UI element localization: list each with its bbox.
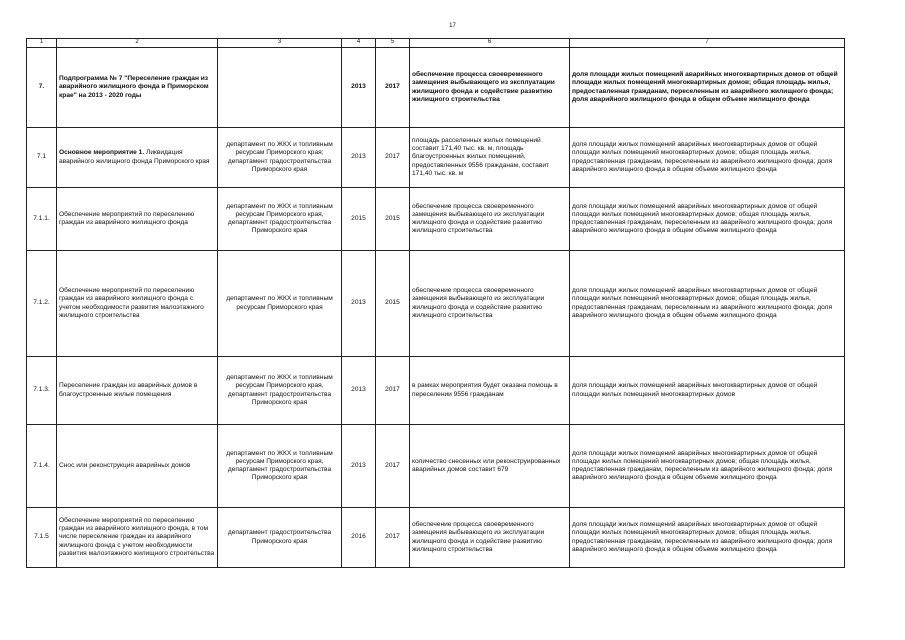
start-year: 2013 [342, 48, 376, 128]
row-number: 7.1.4. [27, 425, 57, 508]
column-number: 6 [410, 39, 570, 48]
table-row [27, 425, 845, 508]
measure-name: Переселение граждан из аварийных домов в благоустроенные жилые помещения [57, 357, 218, 425]
start-year: 2013 [342, 128, 376, 188]
row-number: 7.1 [27, 128, 57, 188]
indicators: доля площади жилых помещений аварийных многоквартирных домов от общей площади жилых помещений многоквартирных домов; общая площадь жилья, предоставленная гражданам, переселенным из аварийного жилищного фонда; доля аварийного жилищного фонда в общем объеме жилищного фонда [570, 128, 845, 188]
column-number-row [27, 39, 845, 48]
executor: департамент по ЖКХ и топливным ресурсам Приморского края, департамент градостроительства Приморского края [218, 357, 342, 425]
program-table [26, 38, 845, 568]
start-year: 2015 [342, 188, 376, 251]
indicators: доля площади жилых помещений аварийных многоквартирных домов от общей площади жилых помещений многоквартирных домов; общая площадь жилья, предоставленная гражданам, переселенным из аварийного жилищного фонда; доля аварийного жилищного фонда в общем объеме жилищного фонда [570, 425, 845, 508]
table-row [27, 188, 845, 251]
indicators: доля площади жилых помещений аварийных многоквартирных домов от общей площади жилых помещений многоквартирных домов; общая площадь жилья, предоставленная гражданам, переселенным из аварийного жилищного фонда; доля аварийного жилищного фонда в общем объеме жилищного фонда [570, 508, 845, 568]
measure-name: Обеспечение мероприятий по переселению граждан из аварийного жилищного фонда [57, 188, 218, 251]
start-year: 2013 [342, 425, 376, 508]
end-year: 2017 [376, 128, 410, 188]
table-row [27, 508, 845, 568]
start-year: 2013 [342, 251, 376, 357]
table-row [27, 251, 845, 357]
row-number: 7.1.5 [27, 508, 57, 568]
table-row [27, 357, 845, 425]
page-number: 17 [449, 23, 456, 29]
row-number: 7. [27, 48, 57, 128]
indicators: доля площади жилых помещений аварийных многоквартирных домов от общей площади жилых помещений многоквартирных домов; общая площадь жилья, предоставленная гражданам, переселенным из аварийного жилищного фонда; доля аварийного жилищного фонда в общем объеме жилищного фонда [570, 188, 845, 251]
measure-name-bold: Основное мероприятие 1. [59, 149, 145, 157]
table-row [27, 128, 845, 188]
expected-result: количество снесенных или реконструированных аварийных домов составит 679 [410, 425, 570, 508]
expected-result: обеспечение процесса своевременного замещения выбывающего из эксплуатации жилищного фонда и содействие развитию жилищного строительства [410, 508, 570, 568]
expected-result: в рамках мероприятия будет оказана помощь в переселении 9556 гражданам [410, 357, 570, 425]
table-row [27, 48, 845, 128]
column-number: 7 [570, 39, 845, 48]
expected-result: площадь расселенных жилых помещений составит 171,40 тыс. кв. м, площадь благоустроенных жилых помещений, предоставленных 9556 гражданам, составит 171,40 тыс. кв. м [410, 128, 570, 188]
start-year: 2013 [342, 357, 376, 425]
column-number: 3 [218, 39, 342, 48]
measure-name: Снос или реконструкция аварийных домов [57, 425, 218, 508]
measure-name [57, 128, 218, 188]
end-year: 2015 [376, 251, 410, 357]
measure-name-rest: Ликвидация аварийного жилищного фонда Приморского края [59, 149, 210, 165]
executor: департамент по ЖКХ и топливным ресурсам Приморского края, департамент градостроительства Приморского края [218, 188, 342, 251]
executor: департамент по ЖКХ и топливным ресурсам Приморского края; департамент градостроительства Приморского края [218, 128, 342, 188]
measure-name: Подпрограмма № 7 "Переселение граждан из аварийного жилищного фонда в Приморском крае" на 2013 - 2020 годы [57, 48, 218, 128]
indicators: доля площади жилых помещений аварийных многоквартирных домов от общей площади жилых помещений многоквартирных домов; общая площадь жилья, предоставленная гражданам, переселенным из аварийного жилищного фонда; доля аварийного жилищного фонда в общем объеме жилищного фонда [570, 48, 845, 128]
end-year: 2017 [376, 425, 410, 508]
end-year: 2015 [376, 188, 410, 251]
column-number: 1 [27, 39, 57, 48]
column-number: 2 [57, 39, 218, 48]
executor: департамент по ЖКХ и топливным ресурсам Приморского края [218, 251, 342, 357]
row-number: 7.1.1. [27, 188, 57, 251]
end-year: 2017 [376, 48, 410, 128]
executor [218, 48, 342, 128]
end-year: 2017 [376, 508, 410, 568]
indicators: доля площади жилых помещений аварийных многоквартирных домов от общей площади жилых помещений многоквартирных домов [570, 357, 845, 425]
row-number: 7.1.2. [27, 251, 57, 357]
row-number: 7.1.3. [27, 357, 57, 425]
indicators: доля площади жилых помещений аварийных многоквартирных домов от общей площади жилых помещений многоквартирных домов; общая площадь жилья, предоставленная гражданам, переселенным из аварийного жилищного фонда; доля аварийного жилищного фонда в общем объеме жилищного фонда [570, 251, 845, 357]
measure-name: Обеспечение мероприятий по переселению граждан из аварийного жилищного фонда с учетом необходимости развития малоэтажного жилищного строительства [57, 251, 218, 357]
measure-name: Обеспечение мероприятий по переселению граждан из аварийного жилищного фонда, в том числе переселение граждан из аварийного жилищного фонда с учетом необходимости развития малоэтажного жилищного строительства [57, 508, 218, 568]
expected-result: обеспечение процесса своевременного замещения выбывающего из эксплуатации жилищного фонда и содействие развитию жилищного строительства [410, 251, 570, 357]
end-year: 2017 [376, 357, 410, 425]
executor: департамент по ЖКХ и топливным ресурсам Приморского края, департамент градостроительства Приморского края [218, 425, 342, 508]
column-number: 5 [376, 39, 410, 48]
expected-result: обеспечение процесса своевременного замещения выбывающего из эксплуатации жилищного фонда и содействие развитию жилищного строительства [410, 48, 570, 128]
expected-result: обеспечение процесса своевременного замещения выбывающего из эксплуатации жилищного фонда и содействие развитию жилищного строительства [410, 188, 570, 251]
start-year: 2016 [342, 508, 376, 568]
column-number: 4 [342, 39, 376, 48]
executor: департамент градостроительства Приморского края [218, 508, 342, 568]
